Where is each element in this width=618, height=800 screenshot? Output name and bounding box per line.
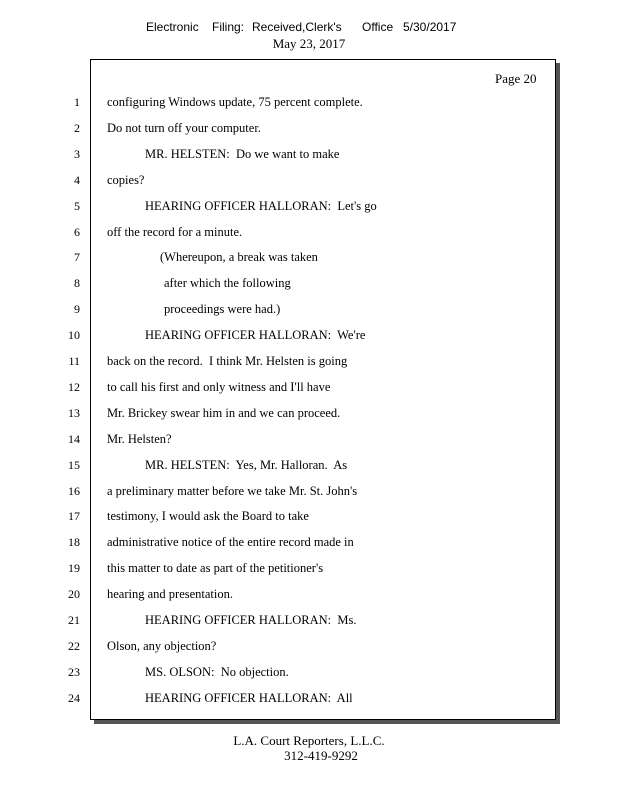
- stamp-electronic: Electronic: [146, 20, 199, 34]
- line-text: this matter to date as part of the petitioner's: [107, 561, 324, 575]
- stamp-received: Received,Clerk's: [252, 20, 342, 34]
- line-text: HEARING OFFICER HALLORAN: We're: [145, 328, 366, 342]
- line-text: copies?: [107, 173, 145, 187]
- line-text: MR. HELSTEN: Yes, Mr. Halloran. As: [145, 458, 348, 472]
- line-number: 10: [68, 328, 80, 342]
- stamp-filing: Filing:: [212, 20, 245, 34]
- line-text: HEARING OFFICER HALLORAN: Let's go: [145, 199, 377, 213]
- line-text: Mr. Brickey swear him in and we can proceed.: [107, 406, 341, 420]
- line-text: configuring Windows update, 75 percent complete.: [107, 95, 363, 109]
- line-text: Mr. Helsten?: [107, 432, 172, 446]
- line-text: to call his first and only witness and I'll have: [107, 380, 331, 394]
- line-number: 17: [68, 509, 80, 523]
- line-text: a preliminary matter before we take Mr. St. John's: [107, 484, 358, 498]
- line-number: 15: [68, 458, 80, 472]
- page-number: Page 20: [495, 71, 537, 86]
- line-text: back on the record. I think Mr. Helsten is going: [107, 354, 348, 368]
- footer-company: L.A. Court Reporters, L.L.C.: [233, 733, 385, 748]
- line-number: 23: [68, 665, 80, 679]
- line-number: 16: [68, 484, 80, 498]
- line-text: testimony, I would ask the Board to take: [107, 509, 309, 523]
- line-text: hearing and presentation.: [107, 587, 233, 601]
- line-text: off the record for a minute.: [107, 225, 243, 239]
- line-number: 1: [74, 95, 80, 109]
- line-number: 7: [74, 250, 80, 264]
- line-text: Do not turn off your computer.: [107, 121, 261, 135]
- line-number: 6: [74, 225, 80, 239]
- line-number: 24: [68, 691, 80, 705]
- line-number: 20: [68, 587, 80, 601]
- line-text: Olson, any objection?: [107, 639, 217, 653]
- line-number: 4: [74, 173, 80, 187]
- line-number: 22: [68, 639, 80, 653]
- line-number: 2: [74, 121, 80, 135]
- line-number: 9: [74, 302, 80, 316]
- line-number: 18: [68, 535, 80, 549]
- line-number: 13: [68, 406, 80, 420]
- line-number: 14: [68, 432, 80, 446]
- line-text: MR. HELSTEN: Do we want to make: [145, 147, 340, 161]
- line-text: administrative notice of the entire record made in: [107, 535, 354, 549]
- line-number: 21: [68, 613, 80, 627]
- line-number: 11: [68, 354, 80, 368]
- line-text: (Whereupon, a break was taken: [160, 250, 318, 264]
- footer-phone: 312-419-9292: [284, 748, 358, 763]
- line-number: 3: [74, 147, 80, 161]
- line-text: MS. OLSON: No objection.: [145, 665, 289, 679]
- line-number: 5: [74, 199, 80, 213]
- line-text: HEARING OFFICER HALLORAN: All: [145, 691, 353, 705]
- line-text: proceedings were had.): [164, 302, 281, 316]
- line-number: 12: [68, 380, 80, 394]
- stamp-date: 5/30/2017: [403, 20, 457, 34]
- line-number: 19: [68, 561, 80, 575]
- line-text: after which the following: [164, 276, 291, 290]
- transcript-date: May 23, 2017: [272, 36, 346, 51]
- line-text: HEARING OFFICER HALLORAN: Ms.: [145, 613, 357, 627]
- line-number: 8: [74, 276, 80, 290]
- stamp-office: Office: [362, 20, 394, 34]
